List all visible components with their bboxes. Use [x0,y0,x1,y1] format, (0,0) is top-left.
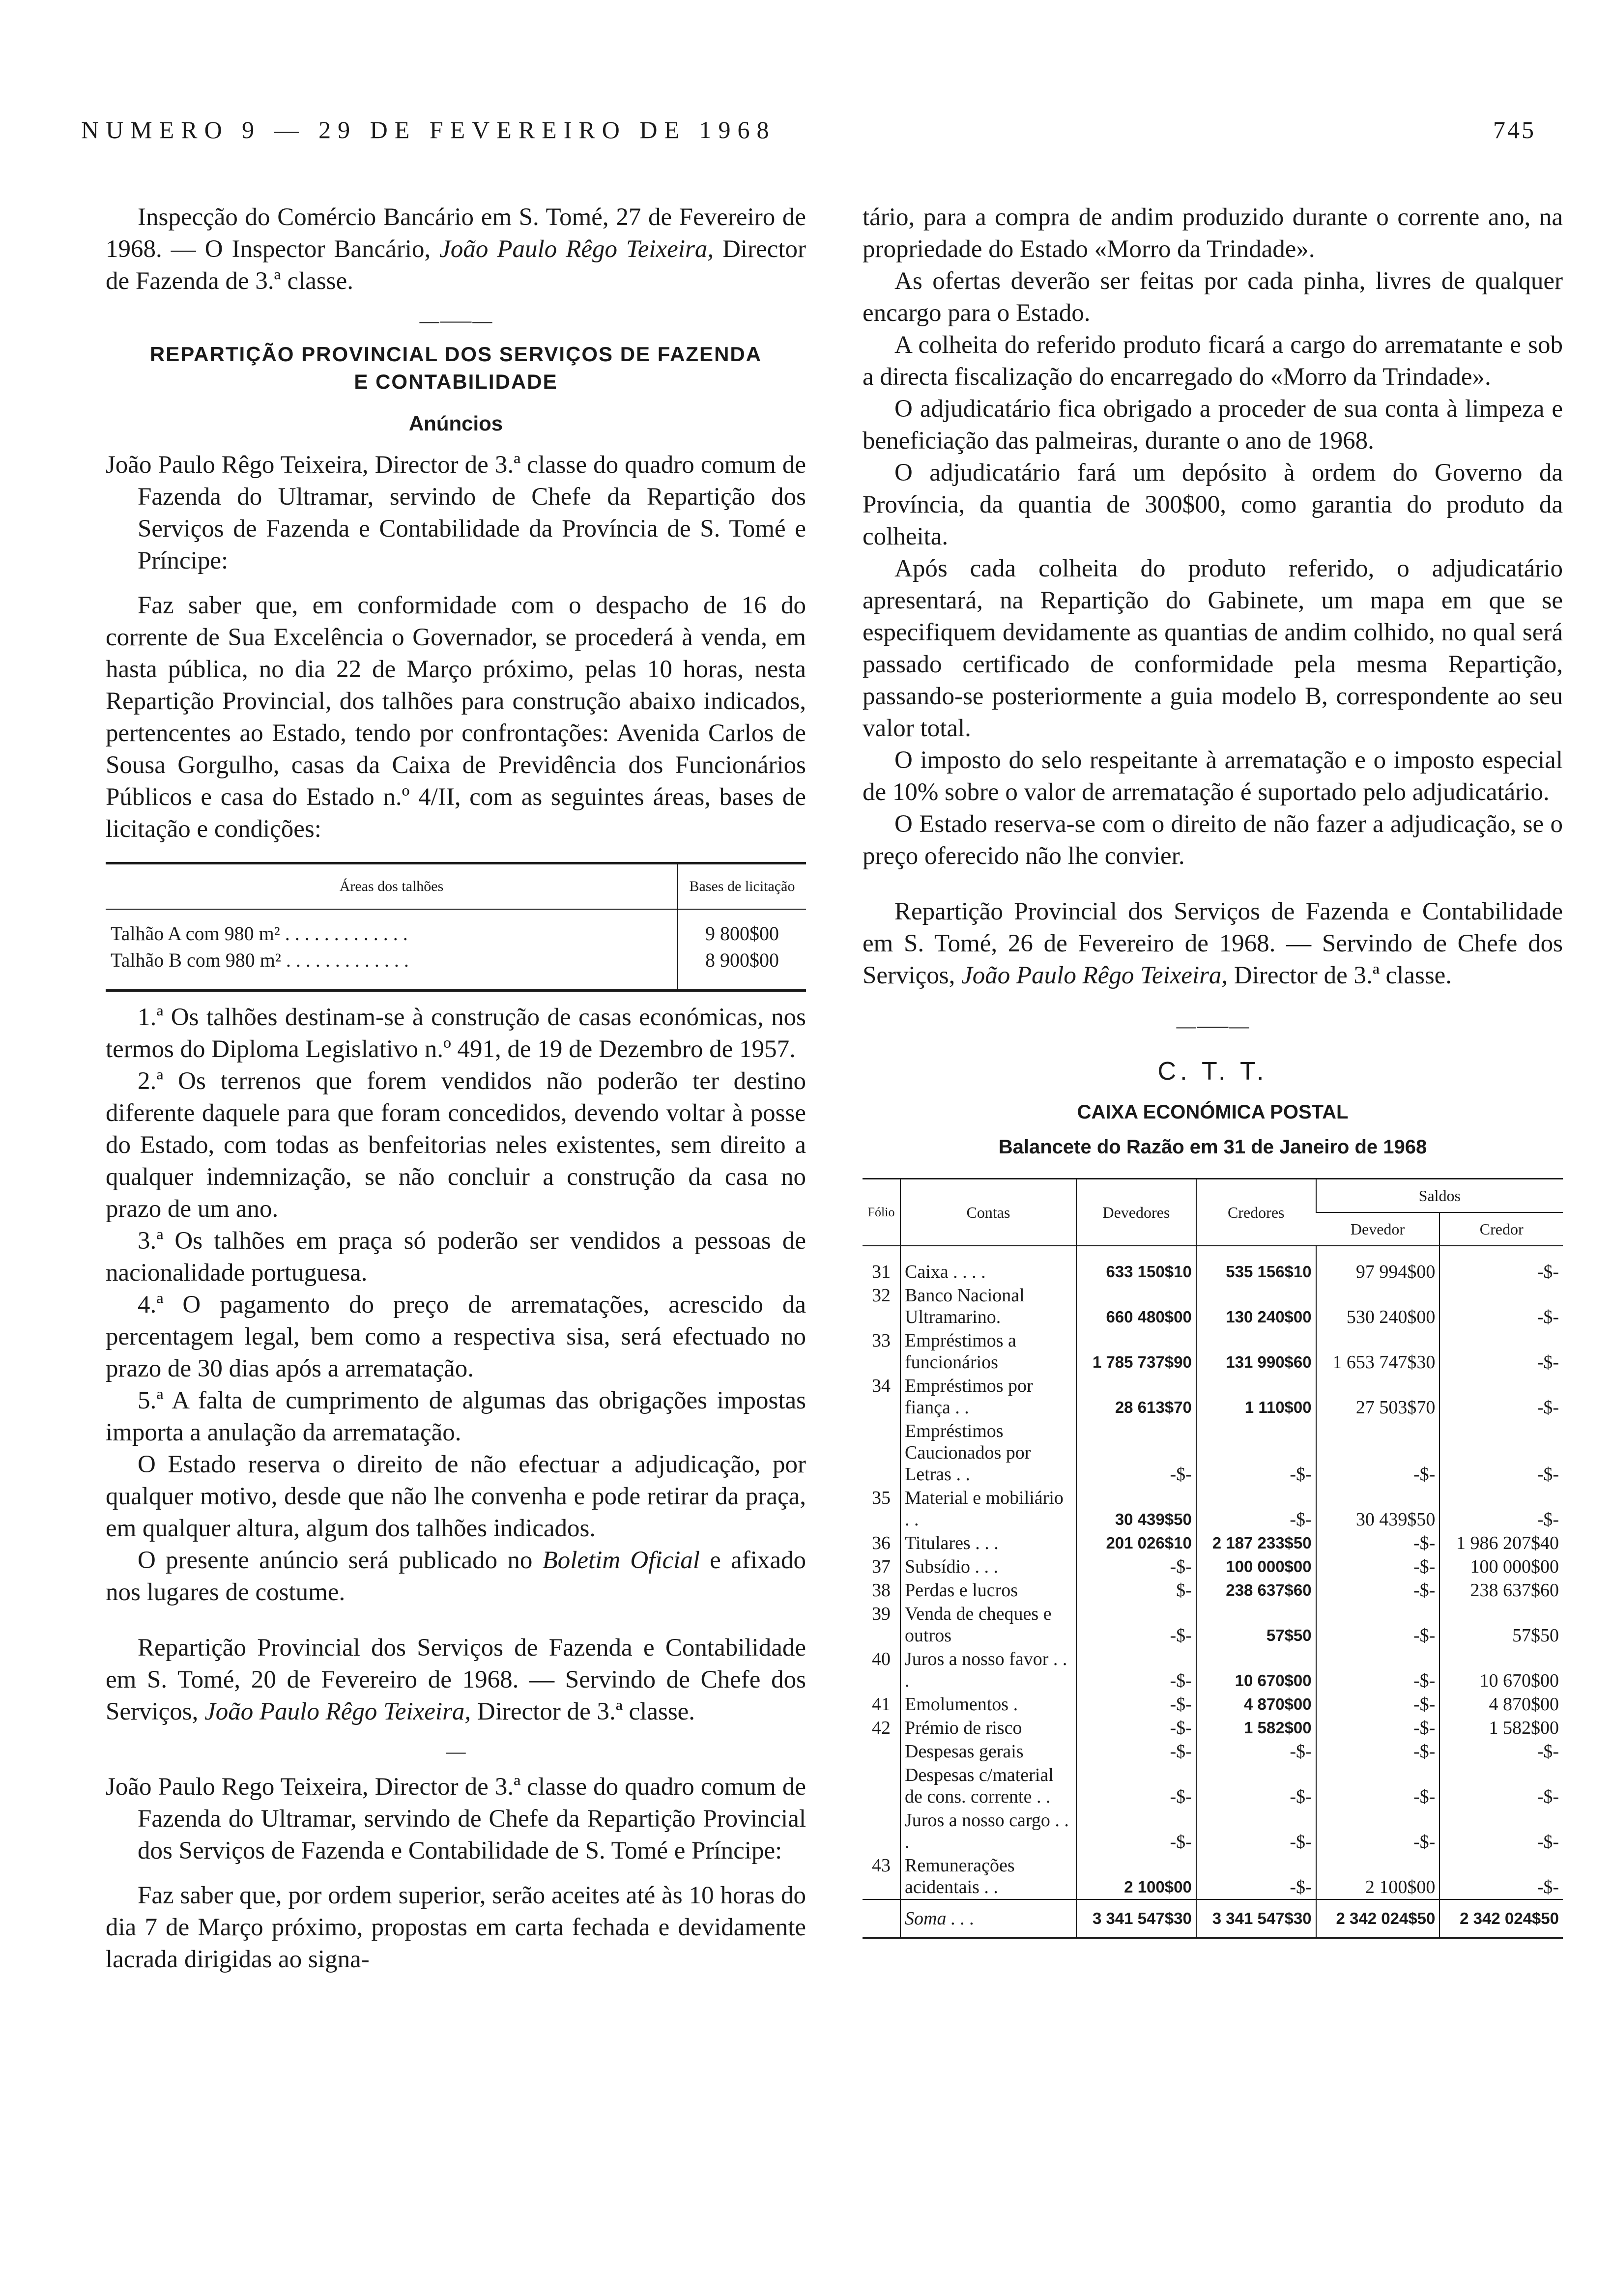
account-name: Emolumentos . [900,1693,1076,1716]
account-folio: 43 [872,1855,891,1876]
debit-value: 660 480$00 [1076,1284,1196,1329]
account-name: Material e mobiliário . . [900,1486,1076,1531]
table-row [106,909,806,947]
announcement-opening: João Paulo Rêgo Teixeira, Director de 3.ª classe do quadro comum de Fazenda do Ultramar, servindo de Chefe da Repartição dos Serviços de Fazenda e Contabilidade da Província de S. Tomé e Príncipe: [106,451,806,574]
balance-credit-value: -$- [1439,1284,1563,1329]
balance-debit-value: 1 653 747$30 [1316,1329,1440,1374]
reservation-paragraph: O Estado reserva-se com o direito de não fazer a adjudicação, se o preço oferecido não lhe convier. [863,810,1563,870]
signature-place-date: Repartição Provincial dos Serviços de Fazenda e Contabilidade em S. Tomé, 26 de Fevereiro de 1968. — Servindo de Chefe dos Serviços, [863,898,1563,989]
account-folio [863,1808,900,1854]
inspection-title: Director de Fazenda de 3.ª classe. [106,235,806,295]
credit-value: 100 000$00 [1196,1555,1316,1578]
credit-value: 10 670$00 [1196,1647,1316,1693]
signatory-title: Director de 3.ª classe. [477,1698,695,1725]
balance-credit-value: 238 637$60 [1439,1578,1563,1602]
account-name: Prémio de risco [900,1716,1076,1740]
ornament-divider: —⸺— [419,310,492,332]
dept-title [106,341,806,396]
dept-title-line-1: REPARTIÇÃO PROVINCIAL DOS SERVIÇOS DE FAZENDA [149,343,762,366]
total-row [863,1899,1563,1938]
issue-line: NUMERO 9 — 29 DE FEVEREIRO DE 1968 [81,116,776,144]
inspection-paragraph [106,201,806,297]
account-name: Remunerações acidentais . . [900,1854,1076,1899]
debit-value: -$- [1076,1419,1196,1486]
balance-debit-value: -$- [1316,1531,1440,1555]
publication-note [106,1545,806,1608]
account-folio [863,1763,900,1808]
table-row [106,947,806,991]
account-folio: 35 [872,1488,891,1508]
balance-credit-value: -$- [1439,1419,1563,1486]
balance-debit-value: 30 439$50 [1316,1486,1440,1531]
table-row [863,1740,1563,1763]
debit-value: 201 026$10 [1076,1531,1196,1555]
debit-value: -$- [1076,1647,1196,1693]
condition-2: 2.ª Os terrenos que forem vendidos não poderão ter destino diferente daquele para que foram concedidos, devendo voltar à posse do Estado, com todas as benfeitorias neles existentes, sem direito a qualquer indemnização, se não concluir a construção da casa no prazo de um ano. [106,1067,806,1223]
cleaning-paragraph: O adjudicatário fica obrigado a proceder de sua conta à limpeza e beneficiação das palmeiras, durante o ano de 1968. [863,395,1563,455]
credit-value: 535 156$10 [1196,1246,1316,1284]
account-name: Despesas gerais [900,1740,1076,1763]
balance-debit-value: -$- [1316,1693,1440,1716]
credit-value: -$- [1196,1486,1316,1531]
table-row [863,1486,1563,1531]
table-row [863,1284,1563,1329]
balance-debit-value: -$- [1316,1808,1440,1854]
account-name: Perdas e lucros [900,1578,1076,1602]
table-row [863,1374,1563,1419]
credit-value: -$- [1196,1854,1316,1899]
table-row [863,1555,1563,1578]
condition-3: 3.ª Os talhões em praça só poderão ser vendidos a pessoas de nacionalidade portuguesa. [106,1227,806,1287]
account-folio: 37 [872,1556,891,1577]
page-number: 745 [1493,116,1536,144]
account-folio: 38 [872,1580,891,1601]
balance-debit-value: -$- [1316,1578,1440,1602]
account-name: Despesas c/material de cons. corrente . . [900,1763,1076,1808]
balance-credit-value: 4 870$00 [1439,1693,1563,1716]
plot-base: 9 800$00 [678,909,806,947]
credit-value: 4 870$00 [1196,1693,1316,1716]
bases-column-header: Bases de licitação [678,863,806,910]
table-row [863,1647,1563,1693]
harvest-paragraph: A colheita do referido produto ficará a cargo do arrematante e sob a directa fiscalização do encarregado do «Morro da Trindade». [863,331,1563,391]
condition-5: 5.ª A falta de cumprimento de algumas das obrigações impostas importa a anulação da arrematação. [106,1387,806,1446]
total-debit: 3 341 547$30 [1076,1899,1196,1938]
saldos-header: Saldos [1316,1179,1563,1213]
balance-debit-value: 27 503$70 [1316,1374,1440,1419]
balance-credit-value: -$- [1439,1740,1563,1763]
left-column [106,201,806,1976]
credit-value: 2 187 233$50 [1196,1531,1316,1555]
state-reservation: O Estado reserva o direito de não efectuar a adjudicação, por qualquer motivo, desde que não lhe convenha e pode retirar da praça, em qualquer altura, algum dos talhões indicados. [106,1451,806,1542]
short-divider: — [446,1740,466,1762]
account-name: Subsídio . . . [900,1555,1076,1578]
ctt-heading: C. T. T. [1157,1057,1268,1086]
table-row [863,1763,1563,1808]
balance-credit-value: -$- [1439,1808,1563,1854]
account-folio: 36 [872,1533,891,1553]
signature-block-1 [106,1632,806,1728]
balance-debit-value: -$- [1316,1555,1440,1578]
condition-4: 4.ª O pagamento do preço de arrematações, acrescido da percentagem legal, bem como a respectiva sisa, será efectuado no prazo de 30 dias após a arrematação. [106,1291,806,1382]
credit-value: -$- [1196,1740,1316,1763]
account-name: Caixa . . . . [900,1246,1076,1284]
inspection-signatory: João Paulo Rêgo Teixeira, [439,235,714,263]
total-credit: 3 341 547$30 [1196,1899,1316,1938]
table-row [863,1854,1563,1899]
continuation-paragraph: tário, para a compra de andim produzido durante o corrente ano, na propriedade do Estado «Morro da Trindade». [863,203,1563,263]
areas-column-header: Áreas dos talhões [106,863,678,910]
total-balance-credit: 2 342 024$50 [1439,1899,1563,1938]
ctt-subheading: CAIXA ECONÓMICA POSTAL [1077,1101,1349,1123]
account-folio: 41 [872,1694,891,1715]
table-row [863,1246,1563,1284]
table-row [863,1808,1563,1854]
announcement-body: Faz saber que, em conformidade com o despacho de 16 do corrente de Sua Excelência o Governador, se procederá à venda, em hasta pública, no dia 22 de Março próximo, pelas 10 horas, nesta Repartição Provincial, dos talhões para construção abaixo indicados, pertencentes ao Estado, tendo por confrontações: Avenida Carlos de Sousa Gorgulho, casas da Caixa de Previdência dos Funcionários Públicos e casa do Estado n.º 4/II, com as seguintes áreas, bases de licitação e condições: [106,592,806,843]
debit-value: -$- [1076,1740,1196,1763]
devedores-header: Devedores [1076,1179,1196,1246]
debit-value: -$- [1076,1716,1196,1740]
table-row [863,1531,1563,1555]
account-folio: 34 [872,1376,891,1396]
account-folio: 31 [872,1262,891,1282]
total-label: Soma . . . [900,1899,1076,1938]
debit-value: 28 613$70 [1076,1374,1196,1419]
account-folio: 33 [872,1330,891,1351]
debit-value: 2 100$00 [1076,1854,1196,1899]
credit-value: 130 240$00 [1196,1284,1316,1329]
signatory-name: João Paulo Rêgo Teixeira, [204,1698,471,1725]
dept-title-line-2: E CONTABILIDADE [354,370,558,393]
balance-credit-value: 100 000$00 [1439,1555,1563,1578]
balance-credit-value: -$- [1439,1329,1563,1374]
account-folio: 42 [872,1718,891,1738]
ornament-divider: —⸺— [1176,1015,1249,1037]
balance-debit-value: -$- [1316,1647,1440,1693]
certificate-paragraph: Após cada colheita do produto referido, o adjudicatário apresentará, na Repartição do Gabinete, um mapa em que se especifiquem devidamente as quantias de andim colhido, no qual será passado certificado de conformidade pela mesma Repartição, passando-se posteriormente a guia modelo B, correspondente ao seu valor total. [863,555,1563,742]
account-name: Titulares . . . [900,1531,1076,1555]
balance-credit-value: 1 986 207$40 [1439,1531,1563,1555]
inspection-text: Inspecção do Comércio Bancário em S. Tomé, 27 de Fevereiro de 1968. — O Inspector Bancário, [106,203,806,263]
signatory-title: Director de 3.ª classe. [1234,962,1452,989]
debit-value: -$- [1076,1555,1196,1578]
balance-credit-value: 1 582$00 [1439,1716,1563,1740]
balance-credit-value: -$- [1439,1486,1563,1531]
account-folio: 39 [872,1604,891,1624]
credit-value: -$- [1196,1419,1316,1486]
table-row [863,1716,1563,1740]
debit-value: -$- [1076,1693,1196,1716]
account-folio: 32 [872,1285,891,1306]
balance-debit-value: -$- [1316,1763,1440,1808]
debit-value: 633 150$10 [1076,1246,1196,1284]
total-folio [863,1899,900,1938]
credores-header: Credores [1196,1179,1316,1246]
table-row [863,1693,1563,1716]
balance-credit-value: -$- [1439,1854,1563,1899]
balance-debit-value: 2 100$00 [1316,1854,1440,1899]
balance-debit-value: -$- [1316,1602,1440,1647]
credit-value: 1 110$00 [1196,1374,1316,1419]
running-header [81,115,1536,150]
account-name: Venda de cheques e outros [900,1602,1076,1647]
table-row [863,1578,1563,1602]
balance-credit-value: -$- [1439,1763,1563,1808]
account-name: Empréstimos Caucionados por Letras . . [900,1419,1076,1486]
saldo-devedor-header: Devedor [1316,1212,1440,1246]
deposit-paragraph: O adjudicatário fará um depósito à ordem do Governo da Província, da quantia de 300$00, como garantia do produto da colheita. [863,459,1563,550]
plot-base: 8 900$00 [678,947,806,991]
plot-label: Talhão A com 980 m² . . . . . . . . . . . . . [111,922,408,945]
balance-debit-value: -$- [1316,1419,1440,1486]
total-balance-debit: 2 342 024$50 [1316,1899,1440,1938]
balance-debit-value: 97 994$00 [1316,1246,1440,1284]
signature-place-date: Repartição Provincial dos Serviços de Fazenda e Contabilidade em S. Tomé, 20 de Fevereiro de 1968. — Servindo de Chefe dos Serviços, [106,1634,806,1725]
account-name: Banco Nacional Ultramarino. [900,1284,1076,1329]
credit-value: -$- [1196,1808,1316,1854]
offer-paragraph: As ofertas deverão ser feitas por cada pinha, livres de qualquer encargo para o Estado. [863,267,1563,327]
account-name: Juros a nosso cargo . . . [900,1808,1076,1854]
balance-credit-value: -$- [1439,1246,1563,1284]
balance-title: Balancete do Razão em 31 de Janeiro de 1968 [998,1136,1427,1158]
contas-header: Contas [900,1179,1076,1246]
debit-value: 30 439$50 [1076,1486,1196,1531]
debit-value: -$- [1076,1808,1196,1854]
debit-value: $- [1076,1578,1196,1602]
account-folio [863,1740,900,1763]
credit-value: 131 990$60 [1196,1329,1316,1374]
signatory-name: João Paulo Rêgo Teixeira, [961,962,1228,989]
tax-paragraph: O imposto do selo respeitante à arrematação e o imposto especial de 10% sobre o valor de arrematação é suportado pelo adjudicatário. [863,746,1563,806]
balance-credit-value: -$- [1439,1374,1563,1419]
saldo-credor-header: Credor [1439,1212,1563,1246]
condition-1: 1.ª Os talhões destinam-se à construção de casas económicas, nos termos do Diploma Legislativo n.º 491, de 19 de Dezembro de 1957. [106,1004,806,1063]
signature-block-2 [863,896,1563,992]
publication-text-end: e afixado nos lugares de costume. [106,1547,806,1606]
land-plots-table [106,862,806,992]
balance-credit-value: 57$50 [1439,1602,1563,1647]
credit-value: 57$50 [1196,1602,1316,1647]
second-announcement-body: Faz saber que, por ordem superior, serão aceites até às 10 horas do dia 7 de Março próximo, propostas em carta fechada e devidamente lacrada dirigidas ao signa- [106,1882,806,1973]
balance-debit-value: 530 240$00 [1316,1284,1440,1329]
second-announcement-opening: João Paulo Rego Teixeira, Director de 3.ª classe do quadro comum de Fazenda do Ultramar, servindo de Chefe da Repartição Provincial dos Serviços de Fazenda e Contabilidade de S. Tomé e Príncipe: [106,1773,806,1865]
table-row [863,1602,1563,1647]
balance-credit-value: 10 670$00 [1439,1647,1563,1693]
boletim-oficial: Boletim Oficial [542,1547,700,1574]
account-name: Empréstimos por fiança . . [900,1374,1076,1419]
debit-value: -$- [1076,1763,1196,1808]
balance-debit-value: -$- [1316,1740,1440,1763]
account-name: Juros a nosso favor . . . [900,1647,1076,1693]
right-column [863,201,1563,1939]
account-name: Empréstimos a funcionários [900,1329,1076,1374]
balance-table [863,1178,1563,1939]
table-row [863,1419,1563,1486]
credit-value: 1 582$00 [1196,1716,1316,1740]
table-row [863,1329,1563,1374]
publication-text: O presente anúncio será publicado no [138,1547,533,1574]
debit-value: -$- [1076,1602,1196,1647]
credit-value: 238 637$60 [1196,1578,1316,1602]
debit-value: 1 785 737$90 [1076,1329,1196,1374]
plot-label: Talhão B com 980 m² . . . . . . . . . . . . . [106,947,678,991]
anuncios-heading: Anúncios [408,412,503,435]
balance-debit-value: -$- [1316,1716,1440,1740]
account-folio [863,1419,900,1486]
credit-value: -$- [1196,1763,1316,1808]
account-folio: 40 [872,1649,891,1669]
folio-header: Fólio [863,1179,900,1246]
